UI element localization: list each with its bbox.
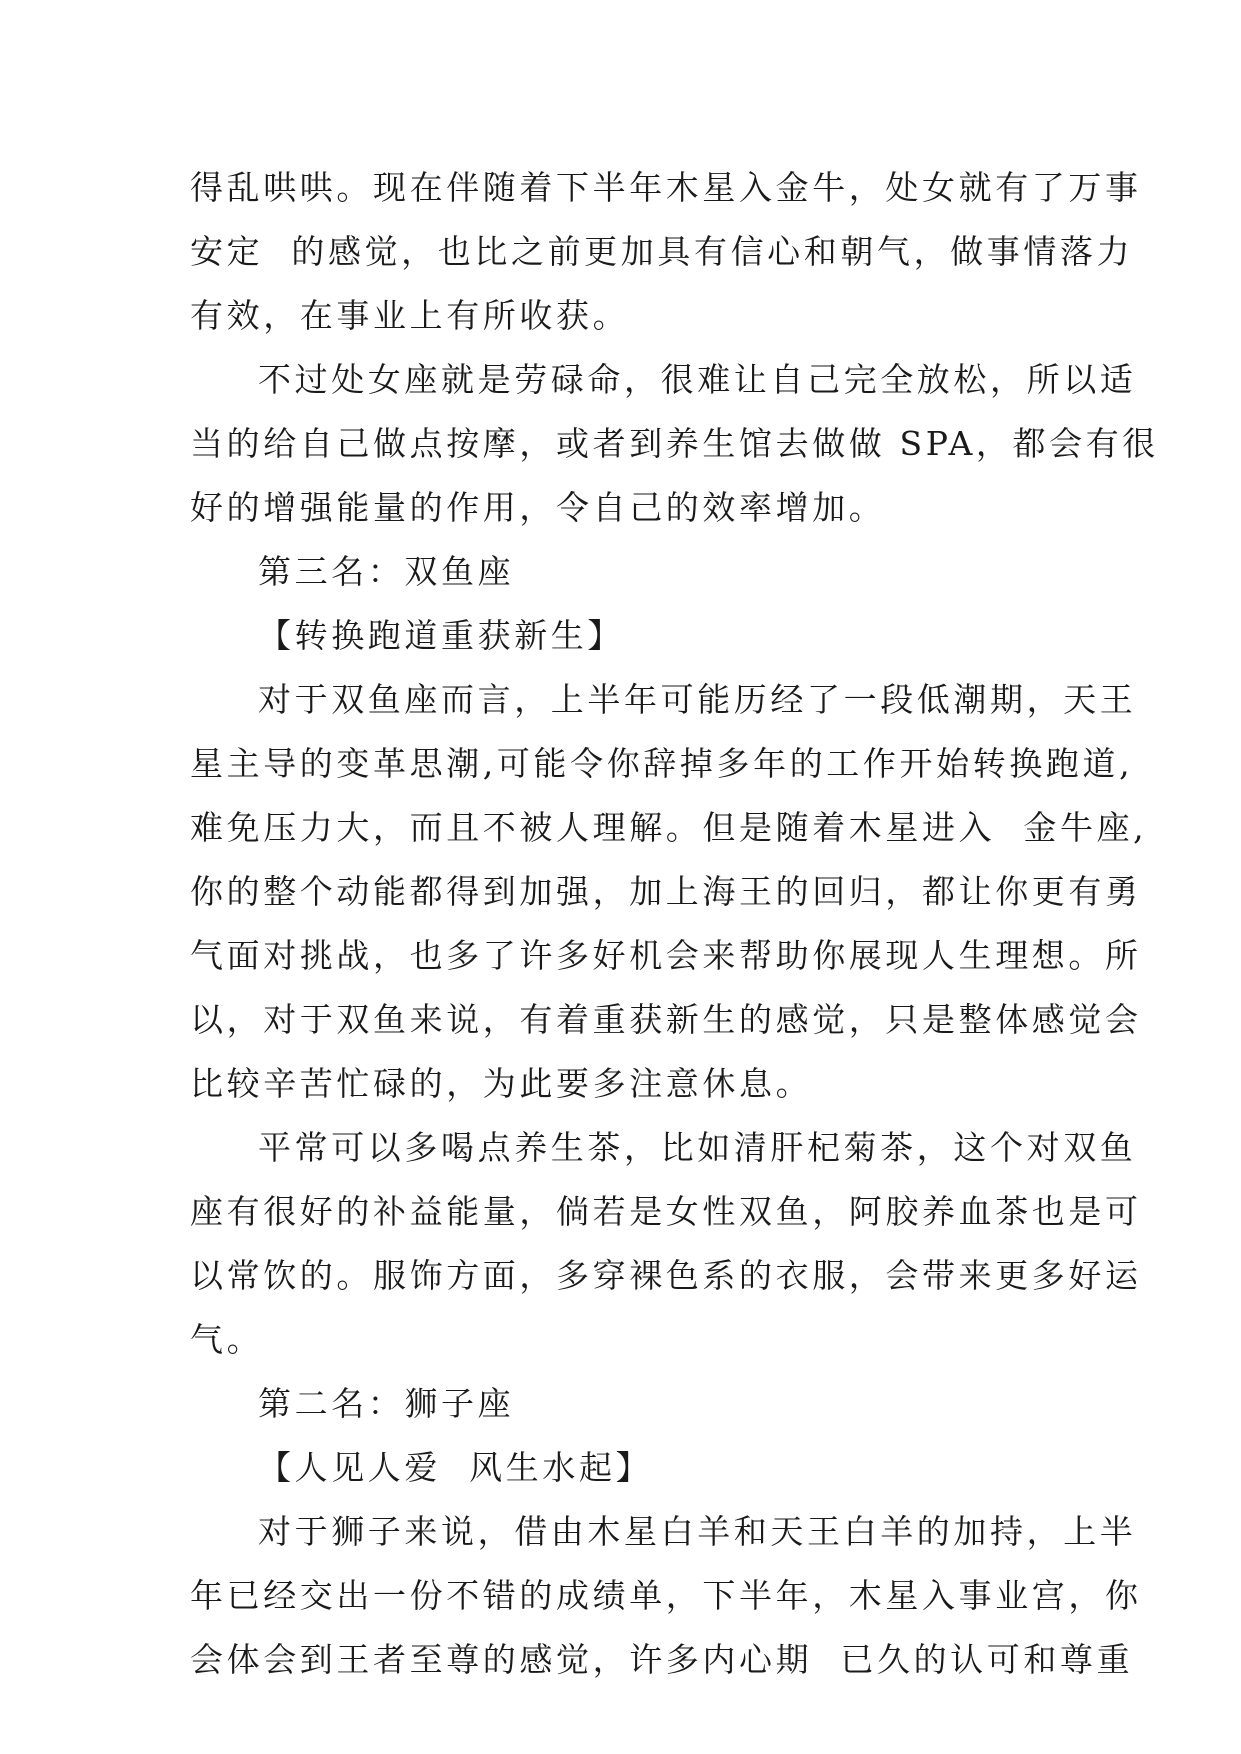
text-line: 不过处女座就是劳碌命，很难让自己完全放松，所以适	[258, 360, 1137, 399]
paragraph	[190, 668, 1148, 1116]
text-line: 安定 的感觉，也比之前更加具有信心和朝气，做事情落力	[190, 232, 1134, 271]
paragraph	[190, 348, 1159, 540]
document-page	[190, 156, 1159, 1692]
text-line: 星主导的变革思潮,可能令你辞掉多年的工作开始转换跑道,	[190, 744, 1134, 783]
section-subtitle	[190, 604, 1060, 668]
paragraph	[190, 1500, 1142, 1692]
subtitle-line: 【人见人爱 风生水起】	[258, 1448, 653, 1487]
text-line: 气面对挑战，也多了许多好机会来帮助你展现人生理想。所	[190, 936, 1142, 975]
text-line: 以常饮的。服饰方面，多穿裸色系的衣服，会带来更多好运	[190, 1256, 1142, 1295]
text-line: 对于狮子来说，借由木星白羊和天王白羊的加持，上半	[258, 1512, 1137, 1551]
section-heading	[190, 1372, 1060, 1436]
section-subtitle	[190, 1436, 1060, 1500]
text-line: 比较辛苦忙碌的，为此要多注意休息。	[190, 1064, 813, 1103]
text-line: 对于双鱼座而言，上半年可能历经了一段低潮期，天王	[258, 680, 1137, 719]
heading-line: 第二名：狮子座	[258, 1384, 515, 1423]
section-heading	[190, 540, 1060, 604]
text-line: 好的增强能量的作用，令自己的效率增加。	[190, 488, 886, 527]
text-line: 当的给自己做点按摩，或者到养生馆去做做 SPA，都会有很	[190, 424, 1159, 463]
text-line: 得乱哄哄。现在伴随着下半年木星入金牛，处女就有了万事	[190, 168, 1142, 207]
text-line: 难免压力大，而且不被人理解。但是随着木星进入 金牛座,	[190, 808, 1148, 847]
subtitle-line: 【转换跑道重获新生】	[258, 616, 624, 655]
paragraph	[190, 1116, 1142, 1372]
text-line: 你的整个动能都得到加强，加上海王的回归，都让你更有勇	[190, 872, 1142, 911]
text-line: 平常可以多喝点养生茶，比如清肝杞菊茶，这个对双鱼	[258, 1128, 1137, 1167]
paragraph	[190, 156, 1142, 348]
text-line: 气。	[190, 1320, 264, 1359]
text-line: 以，对于双鱼来说，有着重获新生的感觉，只是整体感觉会	[190, 1000, 1142, 1039]
text-line: 有效，在事业上有所收获。	[190, 296, 630, 335]
text-line: 会体会到王者至尊的感觉，许多内心期 已久的认可和尊重	[190, 1640, 1134, 1679]
text-line: 年已经交出一份不错的成绩单，下半年，木星入事业宫，你	[190, 1576, 1142, 1615]
text-line: 座有很好的补益能量，倘若是女性双鱼，阿胶养血茶也是可	[190, 1192, 1142, 1231]
heading-line: 第三名：双鱼座	[258, 552, 515, 591]
